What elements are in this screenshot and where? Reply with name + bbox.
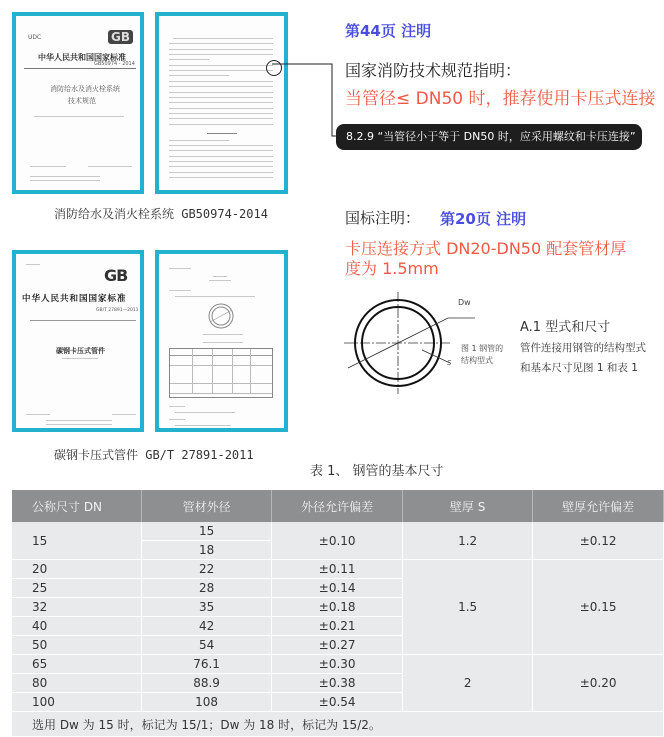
cell-od: 42	[141, 617, 271, 636]
cell-wall: 1.5	[403, 560, 533, 655]
cell-dn: 80	[12, 674, 141, 693]
thickness-label: S	[447, 359, 452, 367]
table-row	[12, 655, 664, 674]
doc2-note-line	[169, 419, 185, 420]
note1-statement: 国家消防技术规范指明：	[345, 61, 522, 80]
cell-od: 22	[141, 560, 271, 579]
doc2-section-desc	[175, 296, 255, 297]
doc2-pipe-thumbnail	[207, 302, 235, 330]
doc2-title: 碳钢卡压式管件	[56, 347, 105, 355]
table-footnote-row	[12, 712, 664, 737]
doc1-date-right	[88, 166, 132, 167]
doc1-country-title: 中华人民共和国国家标准	[38, 53, 126, 62]
note2-highlight-line2: 度为 1.5mm	[345, 259, 439, 278]
section-desc-line1: 管件连接用钢管的结构型式	[520, 342, 646, 354]
doc2-code: GB/T 27891—2011	[96, 308, 139, 313]
note1-highlight: 当管径≤ DN50 时，推荐使用卡压式连接	[345, 89, 656, 109]
cell-dn: 25	[12, 579, 141, 598]
doc2-english-title	[62, 358, 98, 359]
cell-od-tol: ±0.54	[272, 693, 403, 712]
doc1-english-title	[34, 116, 124, 117]
cell-od-tol: ±0.10	[272, 522, 403, 560]
cell-dn: 32	[12, 598, 141, 617]
cell-wall-tol: ±0.12	[533, 522, 664, 560]
doc2-appendix-title	[213, 276, 227, 277]
cell-od: 28	[141, 579, 271, 598]
cell-wall-tol: ±0.15	[533, 560, 664, 655]
gb-logo	[108, 30, 133, 44]
doc2-note-line	[175, 412, 235, 413]
table-row	[12, 560, 664, 579]
figure-caption-line1: 图 1 钢管的	[461, 344, 504, 353]
table-title: 表 1、 钢管的基本尺寸	[310, 464, 444, 479]
cell-od: 15	[141, 522, 271, 541]
doc2-section-line	[169, 290, 191, 291]
doc1-logo-text: GB	[111, 30, 130, 44]
cell-od: 54	[141, 636, 271, 655]
doc2-cover-misc	[26, 264, 40, 265]
cell-dn: 20	[12, 560, 141, 579]
doc2-logo-text: GB	[104, 266, 128, 285]
doc2-page-header	[169, 268, 191, 269]
doc2-table-caption	[203, 342, 243, 343]
gb-logo	[104, 266, 127, 285]
doc1-cover-misc: UDC	[28, 34, 42, 41]
cell-dn: 15	[12, 522, 141, 560]
cell-od-tol: ±0.11	[272, 560, 403, 579]
dw-label: Dw	[458, 298, 471, 307]
header-dn: 公称尺寸 DN	[12, 490, 141, 522]
note2-highlight-line1: 卡压连接方式 DN20-DN50 配套管材厚	[345, 239, 627, 258]
header-wall-tol: 壁厚允许偏差	[533, 490, 664, 522]
doc1-caption: 消防给水及消火栓系统 GB50974-2014	[54, 207, 268, 221]
doc2-page-image	[155, 250, 288, 432]
note1-page-label: 第44页 注明	[345, 22, 432, 40]
doc1-issuer-1	[30, 176, 100, 177]
doc2-note-line	[169, 406, 185, 407]
doc2-note-line	[175, 425, 231, 426]
table-header-row	[12, 490, 664, 522]
cell-dn: 40	[12, 617, 141, 636]
doc1-page-image	[155, 12, 288, 194]
header-od-tol: 外径允许偏差	[272, 490, 403, 522]
header-od: 管材外径	[141, 490, 271, 522]
doc2-cover-image	[12, 250, 144, 432]
note2-label: 国标注明：	[345, 209, 421, 227]
cell-wall: 2	[403, 655, 533, 712]
cell-wall-tol: ±0.20	[533, 655, 664, 712]
doc2-issuer-2	[46, 424, 112, 425]
cell-od: 88.9	[141, 674, 271, 693]
doc2-date-right	[112, 414, 136, 415]
cell-dn: 65	[12, 655, 141, 674]
doc1-code: GB50974 - 2014	[94, 61, 135, 67]
doc1-title-line2: 技术规范	[68, 97, 96, 105]
divider	[24, 68, 136, 69]
doc2-country-title: 中华人民共和国国家标准	[22, 294, 127, 304]
doc1-date-left	[30, 166, 66, 167]
cell-od: 76.1	[141, 655, 271, 674]
doc2-appendix-sub	[209, 280, 231, 281]
cell-od-tol: ±0.30	[272, 655, 403, 674]
doc2-caption: 碳钢卡压式管件 GB/T 27891-2011	[54, 448, 254, 462]
pipe-dimensions-table	[12, 490, 664, 737]
callout-connector-line	[272, 60, 342, 142]
table-row	[12, 522, 664, 541]
doc1-title-line1: 消防给水及消火栓系统	[50, 85, 120, 93]
cell-od-tol: ±0.27	[272, 636, 403, 655]
table-footnote: 选用 Dw 为 15 时，标记为 15/1；Dw 为 18 时，标记为 15/2。	[12, 712, 664, 737]
cell-dn: 100	[12, 693, 141, 712]
cell-od-tol: ±0.38	[272, 674, 403, 693]
doc2-date-left	[26, 414, 50, 415]
cell-od: 108	[141, 693, 271, 712]
header-wall: 壁厚 S	[403, 490, 533, 522]
divider	[30, 320, 136, 321]
cell-od: 18	[141, 541, 271, 560]
doc1-cover-image	[12, 12, 144, 194]
cell-od-tol: ±0.21	[272, 617, 403, 636]
cell-wall: 1.2	[403, 522, 533, 560]
cell-od: 35	[141, 598, 271, 617]
doc2-table-thumbnail	[169, 348, 273, 398]
cell-od-tol: ±0.14	[272, 579, 403, 598]
doc2-figure-caption	[203, 334, 243, 335]
cell-od-tol: ±0.18	[272, 598, 403, 617]
cell-dn: 50	[12, 636, 141, 655]
doc1-issuer-2	[30, 180, 100, 181]
figure-caption-line2: 结构型式	[461, 356, 493, 365]
section-desc-line2: 和基本尺寸见图 1 和表 1	[520, 362, 638, 374]
note1-quote-callout: 8.2.9 “当管径小于等于 DN50 时，应采用螺纹和卡压连接”	[336, 124, 642, 150]
doc2-issuer-1	[46, 420, 112, 421]
note2-page-label: 第20页 注明	[440, 210, 527, 228]
section-title: A.1 型式和尺寸	[520, 320, 611, 335]
